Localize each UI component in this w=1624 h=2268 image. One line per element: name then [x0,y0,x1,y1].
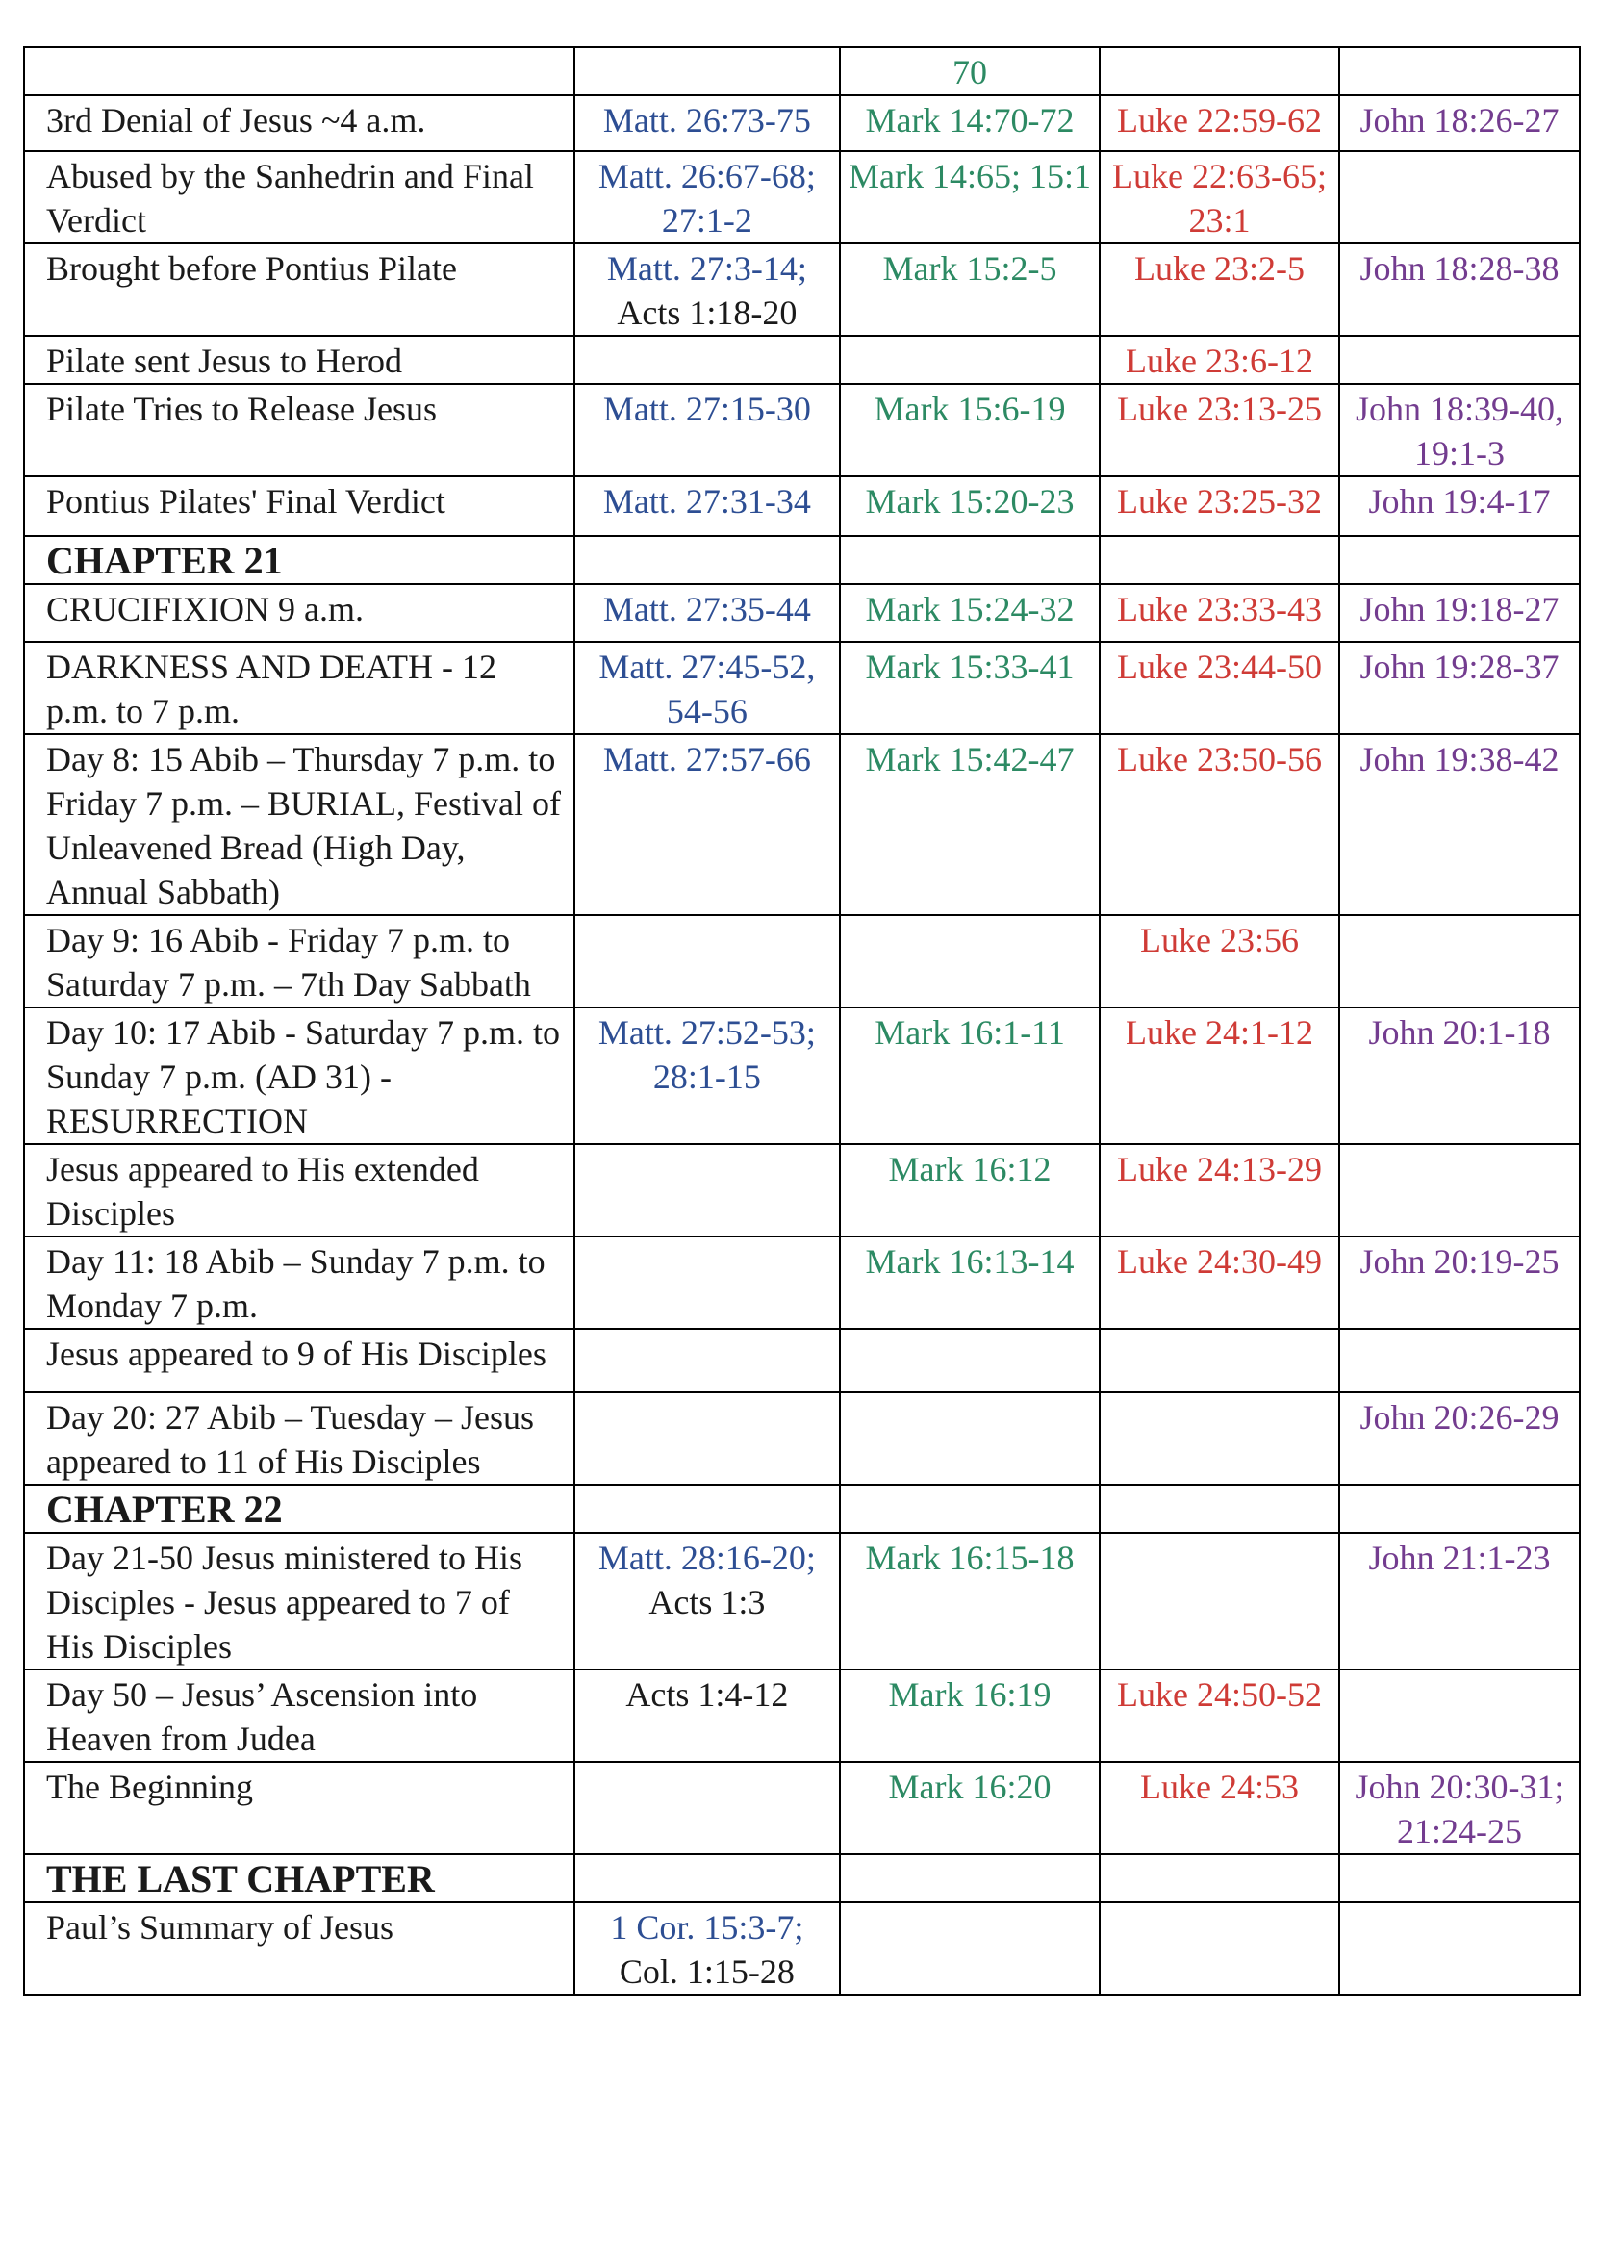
luke-cell: Luke 23:6-12 [1100,336,1339,384]
event-cell: Day 20: 27 Abib – Tuesday – Jesus appeared to 11 of His Disciples [24,1392,574,1485]
table-row [24,1533,1580,1669]
luke-cell: Luke 24:1-12 [1100,1007,1339,1144]
luke-cell [1100,1392,1339,1485]
matthew-reference: Matt. 28:16-20; [597,1539,816,1577]
john-cell [1339,1669,1580,1762]
mark-cell: Mark 16:15-18 [840,1533,1100,1669]
matthew-cell [574,1007,840,1144]
matthew-cell [574,1392,840,1485]
mark-cell: Mark 16:13-14 [840,1236,1100,1329]
luke-cell: Luke 24:50-52 [1100,1669,1339,1762]
luke-cell: Luke 23:56 [1100,915,1339,1007]
john-cell: John 19:18-27 [1339,584,1580,642]
matthew-cell [574,384,840,476]
event-cell: Pilate Tries to Release Jesus [24,384,574,476]
matthew-cell [574,95,840,151]
mark-cell: Mark 16:12 [840,1144,1100,1236]
mark-cell: Mark 16:20 [840,1762,1100,1854]
mark-cell [840,336,1100,384]
luke-cell: Luke 23:50-56 [1100,734,1339,915]
event-cell: Pilate sent Jesus to Herod [24,336,574,384]
chapter-heading: CHAPTER 22 [24,1485,574,1533]
table-row [24,1669,1580,1762]
matthew-reference: Matt. 27:35-44 [602,590,811,628]
event-cell: CRUCIFIXION 9 a.m. [24,584,574,642]
harmony-table-body [24,47,1580,1995]
matthew-cell [574,584,840,642]
john-cell [1339,1144,1580,1236]
table-row [24,47,1580,95]
matthew-cell [574,243,840,336]
event-cell: DARKNESS AND DEATH - 12 p.m. to 7 p.m. [24,642,574,734]
matthew-cell [574,151,840,243]
john-cell [1339,1329,1580,1392]
luke-cell: Luke 23:2-5 [1100,243,1339,336]
event-cell: Day 11: 18 Abib – Sunday 7 p.m. to Monday 7 p.m. [24,1236,574,1329]
chapter-heading-row [24,1854,1580,1902]
mark-cell: Mark 15:24-32 [840,584,1100,642]
john-cell [1339,1854,1580,1902]
john-cell: John 20:1-18 [1339,1007,1580,1144]
mark-cell [840,536,1100,584]
table-row [24,1144,1580,1236]
matthew-cell [574,1533,840,1669]
mark-cell: Mark 15:42-47 [840,734,1100,915]
table-row [24,243,1580,336]
luke-cell: Luke 22:59-62 [1100,95,1339,151]
matthew-cell [574,1762,840,1854]
gospel-harmony-table [23,46,1581,1996]
mark-cell: Mark 14:65; 15:1 [840,151,1100,243]
luke-cell: Luke 22:63-65; 23:1 [1100,151,1339,243]
mark-cell: Mark 15:2-5 [840,243,1100,336]
mark-cell [840,1392,1100,1485]
john-cell: John 20:19-25 [1339,1236,1580,1329]
matthew-cell [574,1485,840,1533]
luke-cell: Luke 24:30-49 [1100,1236,1339,1329]
mark-cell [840,1485,1100,1533]
mark-cell [840,915,1100,1007]
john-cell: John 18:39-40, 19:1-3 [1339,384,1580,476]
matthew-cell [574,1902,840,1995]
matthew-cell [574,1144,840,1236]
event-cell: Day 10: 17 Abib - Saturday 7 p.m. to Sunday 7 p.m. (AD 31) - RESURRECTION [24,1007,574,1144]
mark-cell: Mark 14:70-72 [840,95,1100,151]
john-cell: John 18:26-27 [1339,95,1580,151]
luke-cell [1100,536,1339,584]
chapter-heading-row [24,536,1580,584]
matthew-cell [574,47,840,95]
table-row [24,1329,1580,1392]
mark-cell: 70 [840,47,1100,95]
matthew-cell [574,476,840,536]
john-cell [1339,47,1580,95]
john-cell [1339,915,1580,1007]
john-cell [1339,536,1580,584]
matthew-reference: Matt. 27:31-34 [602,482,811,521]
john-cell: John 19:28-37 [1339,642,1580,734]
event-cell: Day 8: 15 Abib – Thursday 7 p.m. to Friday 7 p.m. – BURIAL, Festival of Unleavened Bread (High Day, Annual Sabbath) [24,734,574,915]
table-row [24,584,1580,642]
matthew-cell [574,642,840,734]
table-row [24,95,1580,151]
john-cell: John 21:1-23 [1339,1533,1580,1669]
corinthians-reference: 1 Cor. 15:3-7; [610,1908,804,1947]
luke-cell [1100,47,1339,95]
table-row [24,734,1580,915]
matthew-reference: Matt. 27:45-52, 54-56 [598,648,816,730]
event-cell: Day 21-50 Jesus ministered to His Disciples - Jesus appeared to 7 of His Disciples [24,1533,574,1669]
john-cell: John 20:30-31; 21:24-25 [1339,1762,1580,1854]
table-row [24,1902,1580,1995]
matthew-reference: Matt. 27:3-14; [606,249,807,288]
event-cell: Brought before Pontius Pilate [24,243,574,336]
matthew-reference: Matt. 27:52-53; 28:1-15 [597,1013,816,1096]
event-cell: The Beginning [24,1762,574,1854]
mark-cell: Mark 15:20-23 [840,476,1100,536]
table-row [24,336,1580,384]
john-cell [1339,1485,1580,1533]
chapter-heading: CHAPTER 21 [24,536,574,584]
chapter-heading: THE LAST CHAPTER [24,1854,574,1902]
john-cell [1339,151,1580,243]
luke-cell: Luke 23:33-43 [1100,584,1339,642]
event-cell: Day 50 – Jesus’ Ascension into Heaven from Judea [24,1669,574,1762]
mark-cell [840,1902,1100,1995]
luke-cell [1100,1854,1339,1902]
luke-cell: Luke 24:53 [1100,1762,1339,1854]
mark-cell: Mark 16:1-11 [840,1007,1100,1144]
event-cell: Jesus appeared to His extended Disciples [24,1144,574,1236]
table-row [24,642,1580,734]
table-row [24,476,1580,536]
matthew-reference: Matt. 27:57-66 [602,740,811,778]
table-row [24,384,1580,476]
event-cell: Abused by the Sanhedrin and Final Verdict [24,151,574,243]
matthew-cell [574,1236,840,1329]
table-row [24,1762,1580,1854]
table-row [24,151,1580,243]
john-cell: John 19:4-17 [1339,476,1580,536]
matthew-cell [574,1329,840,1392]
matthew-reference: Matt. 27:15-30 [602,390,811,428]
matthew-reference: Matt. 26:73-75 [602,101,811,140]
luke-cell: Luke 23:25-32 [1100,476,1339,536]
event-cell: Pontius Pilates' Final Verdict [24,476,574,536]
luke-cell [1100,1533,1339,1669]
matthew-cell [574,915,840,1007]
mark-cell [840,1329,1100,1392]
table-row [24,1007,1580,1144]
john-cell: John 19:38-42 [1339,734,1580,915]
luke-cell: Luke 24:13-29 [1100,1144,1339,1236]
luke-cell: Luke 23:13-25 [1100,384,1339,476]
event-cell: Paul’s Summary of Jesus [24,1902,574,1995]
other-reference: Acts 1:18-20 [617,293,798,332]
john-cell [1339,336,1580,384]
john-cell [1339,1902,1580,1995]
matthew-cell [574,734,840,915]
other-reference: Acts 1:4-12 [625,1675,789,1714]
mark-cell: Mark 15:33-41 [840,642,1100,734]
other-reference: Col. 1:15-28 [619,1952,795,1991]
luke-cell [1100,1485,1339,1533]
matthew-cell [574,1854,840,1902]
chapter-heading-row [24,1485,1580,1533]
luke-cell [1100,1329,1339,1392]
event-cell: Day 9: 16 Abib - Friday 7 p.m. to Saturday 7 p.m. – 7th Day Sabbath [24,915,574,1007]
event-cell: Jesus appeared to 9 of His Disciples [24,1329,574,1392]
mark-cell: Mark 15:6-19 [840,384,1100,476]
event-cell [24,47,574,95]
matthew-cell [574,536,840,584]
table-row [24,1392,1580,1485]
john-cell: John 18:28-38 [1339,243,1580,336]
mark-cell: Mark 16:19 [840,1669,1100,1762]
matthew-reference: Matt. 26:67-68; 27:1-2 [597,157,816,240]
matthew-cell [574,336,840,384]
other-reference: Acts 1:3 [648,1583,766,1621]
event-cell: 3rd Denial of Jesus ~4 a.m. [24,95,574,151]
luke-cell [1100,1902,1339,1995]
table-row [24,915,1580,1007]
luke-cell: Luke 23:44-50 [1100,642,1339,734]
table-row [24,1236,1580,1329]
matthew-cell [574,1669,840,1762]
john-cell: John 20:26-29 [1339,1392,1580,1485]
mark-cell [840,1854,1100,1902]
